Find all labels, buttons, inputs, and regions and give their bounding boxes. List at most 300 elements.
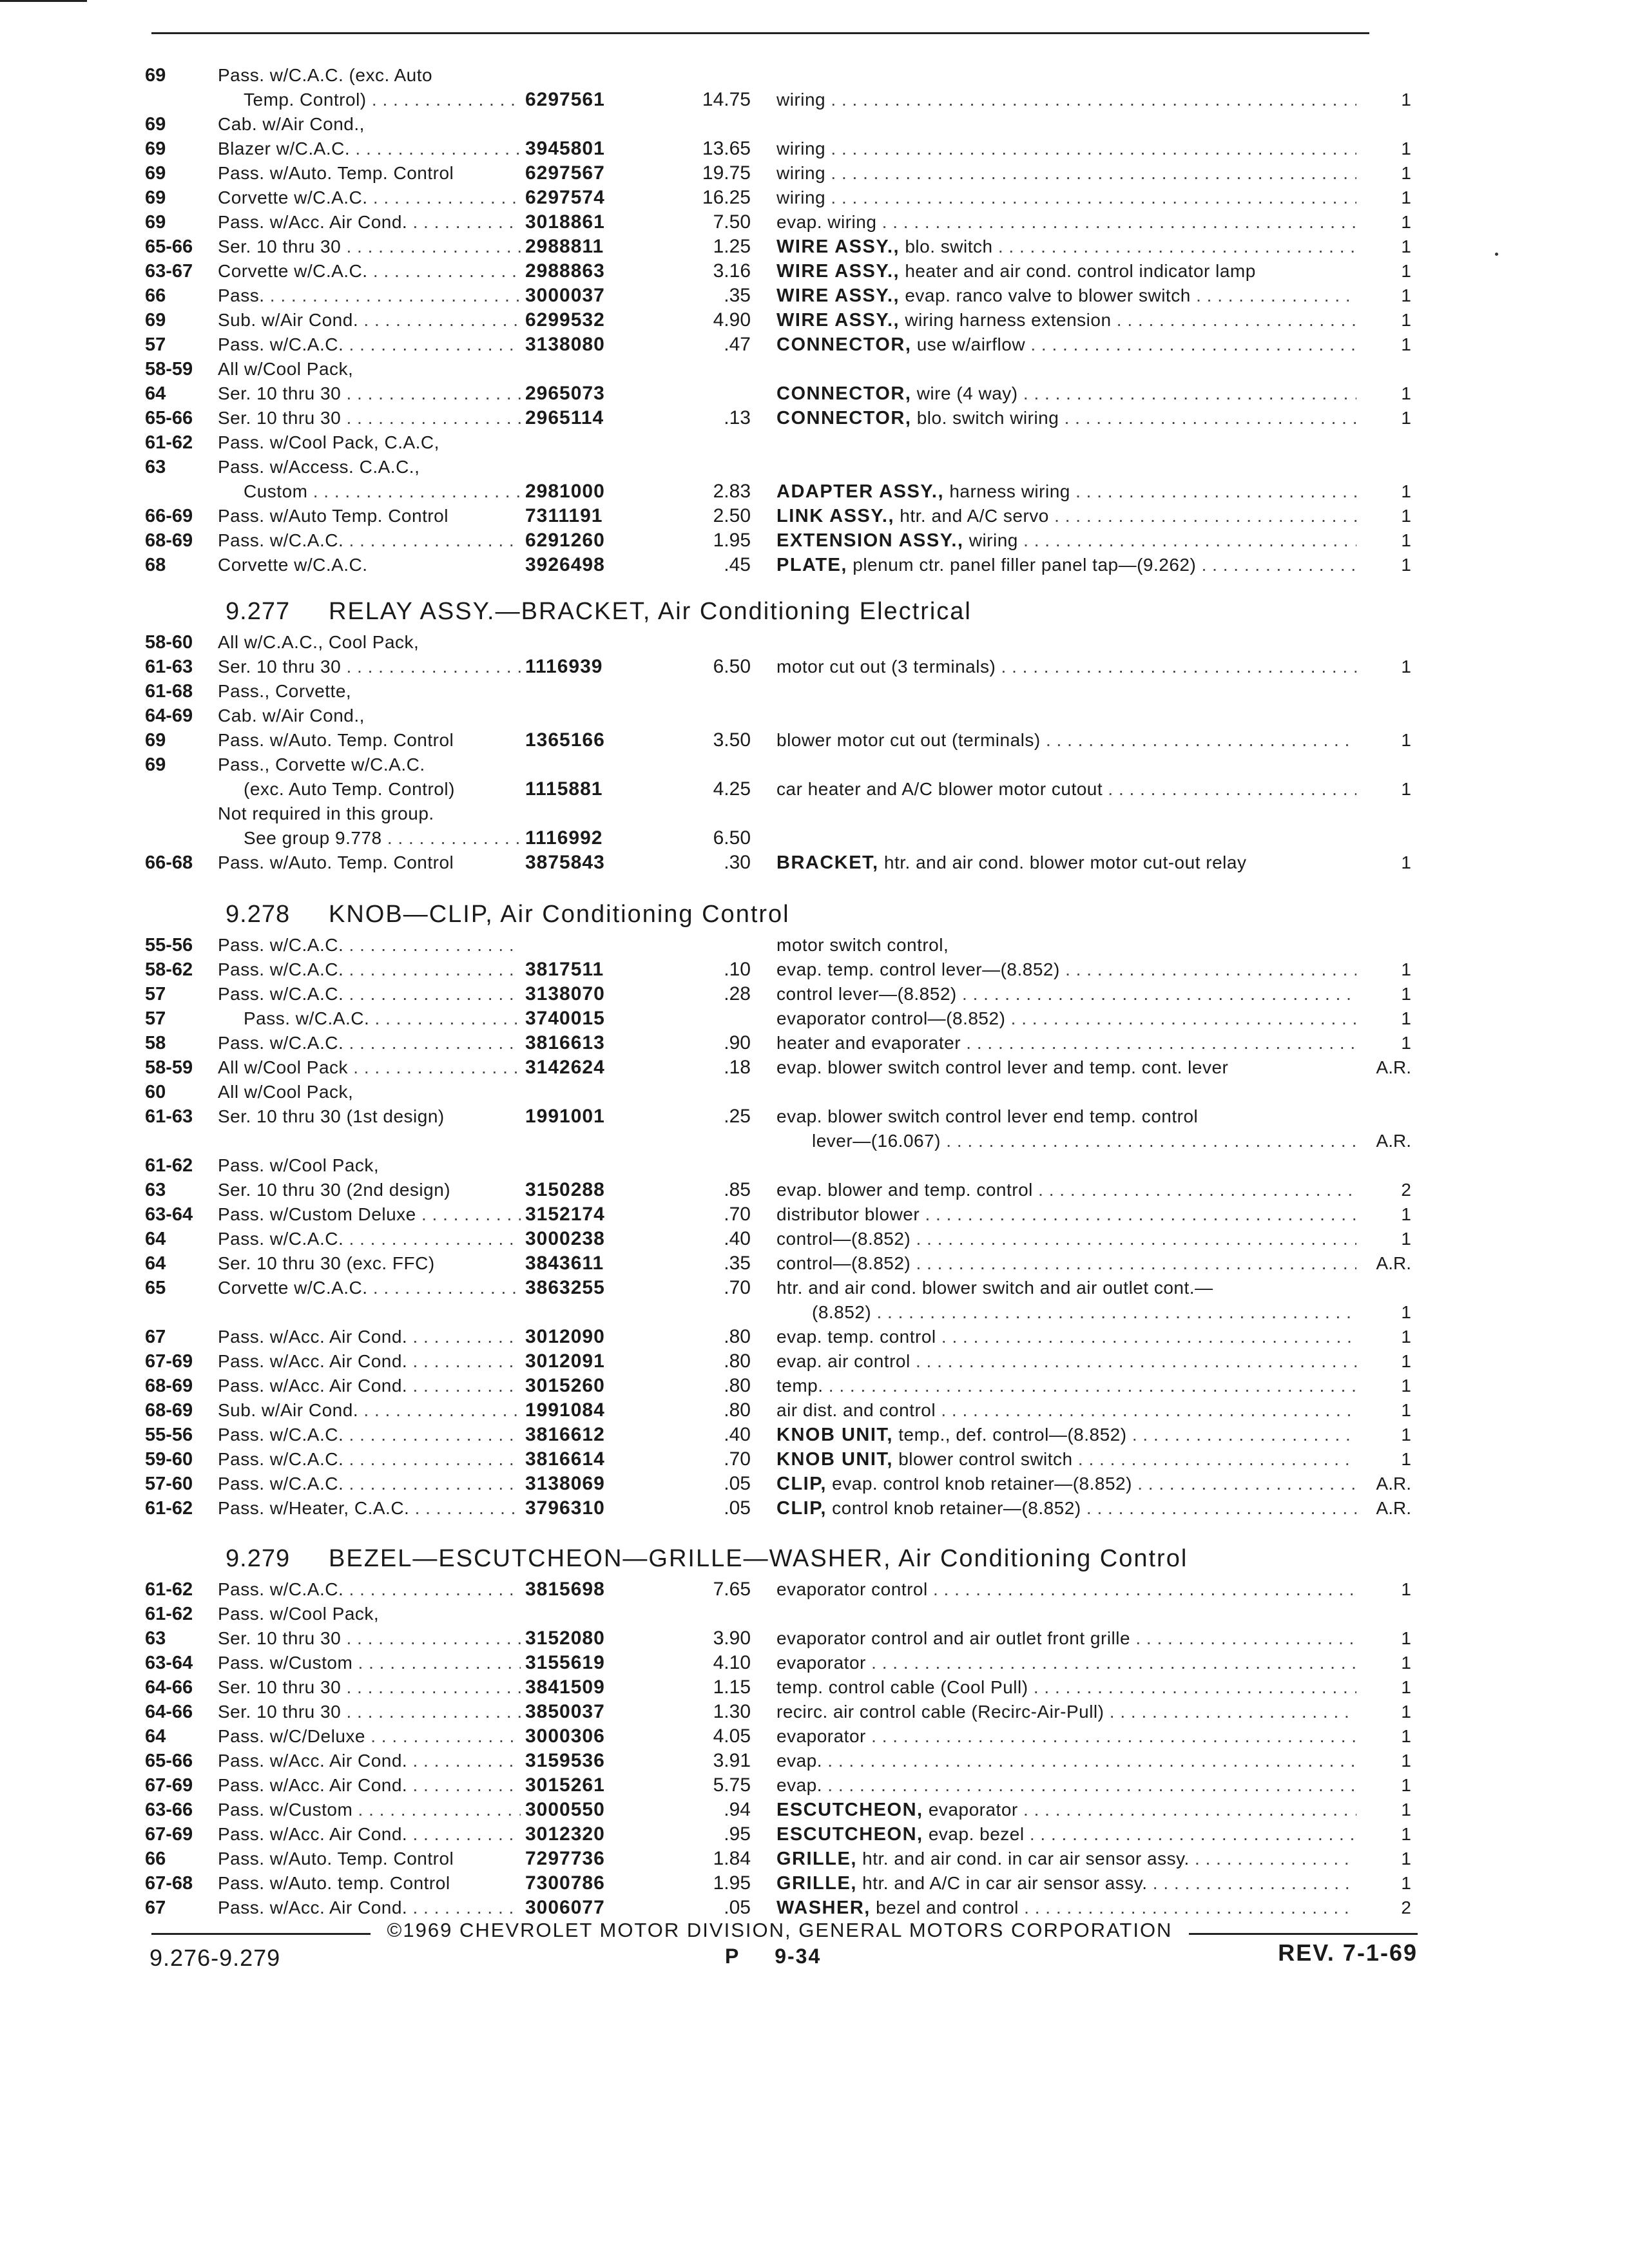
application-description: Corvette w/C.A.C.	[218, 555, 368, 575]
parts-row	[0, 308, 1629, 332]
part-number: 1115881	[525, 778, 603, 800]
model-years: 67-69	[145, 1351, 193, 1372]
parts-row	[0, 1031, 1629, 1055]
part-number: 3012091	[525, 1350, 605, 1372]
part-name-detail: harness wiring	[949, 481, 1070, 501]
model-years: 64	[145, 1253, 166, 1274]
application-description: Cab. w/Air Cond.,	[218, 114, 365, 134]
list-price: 1.30	[713, 1701, 751, 1722]
part-name-detail: temp., def. control—(8.852)	[898, 1425, 1127, 1445]
quantity: 1	[1401, 1008, 1411, 1028]
model-years: 69	[145, 310, 166, 331]
part-number: 1365166	[525, 729, 605, 751]
parts-row	[0, 1773, 1629, 1798]
application-description: Pass. w/Cool Pack, C.A.C,	[218, 432, 439, 452]
application-description: All w/C.A.C., Cool Pack,	[218, 632, 419, 652]
parts-row	[0, 381, 1629, 406]
part-name	[776, 528, 1356, 553]
part-name	[776, 332, 1356, 357]
quantity: 1	[1401, 1628, 1411, 1648]
list-price: 2.50	[713, 505, 751, 526]
parts-row	[0, 1153, 1629, 1178]
part-name-keyword: LINK ASSY.,	[776, 506, 895, 526]
application-description: Pass. w/C.A.C. . . .	[218, 957, 521, 982]
part-name	[776, 1129, 1356, 1153]
part-name-detail: wiring	[776, 187, 826, 207]
list-price: .70	[724, 1448, 751, 1470]
part-number: 3150288	[525, 1179, 605, 1200]
model-years: 61-62	[145, 1498, 193, 1519]
part-name	[776, 479, 1356, 504]
section-number: 9.277	[226, 598, 291, 625]
parts-row	[0, 679, 1629, 704]
model-years: 61-63	[145, 657, 193, 677]
parts-row	[0, 1300, 1629, 1325]
model-years: 63-67	[145, 261, 193, 282]
parts-row	[0, 982, 1629, 1006]
quantity: 1	[1401, 1677, 1411, 1697]
part-name	[776, 1055, 1356, 1080]
part-name	[776, 1447, 1356, 1472]
parts-row	[0, 826, 1629, 850]
parts-row	[0, 753, 1629, 777]
parts-row	[0, 63, 1629, 88]
part-number: 3006077	[525, 1897, 605, 1918]
part-number: 1991001	[525, 1106, 605, 1127]
part-name-detail: wiring	[776, 163, 826, 183]
model-years: 67	[145, 1327, 166, 1347]
part-number: 2981000	[525, 481, 605, 502]
model-years: 65	[145, 1278, 166, 1298]
list-price: 6.50	[713, 656, 751, 677]
part-number: 3155619	[525, 1652, 605, 1673]
list-price: .70	[724, 1204, 751, 1225]
quantity: 1	[1401, 408, 1411, 428]
model-years: 57-60	[145, 1474, 193, 1494]
quantity: 1	[1401, 1653, 1411, 1673]
list-price: .30	[724, 852, 751, 873]
application-description: Pass. w/C.A.C. . . .	[218, 332, 521, 357]
part-name	[776, 1398, 1356, 1423]
part-name-keyword: WIRE ASSY.,	[776, 310, 900, 331]
part-name	[776, 1251, 1356, 1276]
parts-row	[0, 1626, 1629, 1651]
list-price: .13	[724, 407, 751, 428]
parts-row	[0, 455, 1629, 479]
section-title: BEZEL—ESCUTCHEON—GRILLE—WASHER, Air Conditioning Control	[329, 1545, 1188, 1572]
application-description: Pass. w/Access. C.A.C.,	[218, 457, 420, 477]
parts-row	[0, 528, 1629, 553]
list-price: .45	[724, 554, 751, 575]
quantity: 1	[1401, 555, 1411, 575]
part-name	[776, 1724, 1356, 1749]
list-price: 3.90	[713, 1628, 751, 1649]
list-price: 1.95	[713, 530, 751, 551]
parts-row	[0, 1423, 1629, 1447]
application-description: Pass. w/Acc. Air Cond. . . .	[218, 1325, 521, 1349]
list-price: 19.75	[702, 162, 751, 184]
part-name-detail: evaporator control and air outlet front grille	[776, 1628, 1131, 1648]
list-price: .95	[724, 1823, 751, 1845]
model-years: 60	[145, 1082, 166, 1102]
part-name	[776, 1749, 1356, 1773]
application-description: Pass. w/Acc. Air Cond. . . .	[218, 1896, 521, 1920]
part-name-keyword: CONNECTOR,	[776, 408, 912, 428]
parts-row	[0, 1496, 1629, 1521]
parts-row	[0, 1847, 1629, 1871]
part-name-detail: evaporator control	[776, 1579, 928, 1599]
parts-row	[0, 655, 1629, 679]
model-years: 58-60	[145, 632, 193, 653]
part-number: 3816612	[525, 1424, 605, 1445]
application-description: Pass. w/Acc. Air Cond. . . .	[218, 1773, 521, 1798]
footer-revision: REV. 7-1-69	[1278, 1939, 1418, 1966]
part-name	[776, 1626, 1356, 1651]
part-name-keyword: ADAPTER ASSY.,	[776, 481, 945, 502]
part-number: 3815698	[525, 1579, 605, 1600]
list-price: 4.25	[713, 778, 751, 800]
application-description: Pass. w/Custom . . .	[218, 1651, 521, 1675]
model-years: 65-66	[145, 236, 193, 257]
application-description: All w/Cool Pack,	[218, 359, 354, 379]
model-years: 64	[145, 1726, 166, 1747]
model-years: 63	[145, 1180, 166, 1200]
part-name-detail: evap. temp. control lever—(8.852)	[776, 959, 1060, 979]
list-price: 1.95	[713, 1872, 751, 1894]
parts-row	[0, 1251, 1629, 1276]
quantity: 1	[1401, 90, 1411, 110]
list-price: 3.16	[713, 260, 751, 282]
list-price: 6.50	[713, 827, 751, 849]
quantity: 1	[1401, 1425, 1411, 1445]
part-name-detail: htr. and air cond. blower motor cut-out relay	[883, 852, 1247, 872]
parts-row	[0, 1675, 1629, 1700]
part-name	[776, 88, 1356, 112]
model-years: 64	[145, 383, 166, 404]
model-years: 69	[145, 65, 166, 86]
model-years: 58-59	[145, 359, 193, 380]
part-name-detail: evaporator	[776, 1726, 866, 1746]
part-name-detail: control lever—(8.852)	[776, 984, 957, 1004]
quantity: 1	[1401, 1327, 1411, 1347]
application-description: Pass. w/C.A.C. . . .	[218, 1472, 521, 1496]
parts-row	[0, 430, 1629, 455]
part-name	[776, 655, 1356, 679]
part-name	[776, 1496, 1356, 1521]
model-years: 64-69	[145, 706, 193, 726]
list-price: .18	[724, 1057, 751, 1078]
list-price: .94	[724, 1799, 751, 1820]
section-title: KNOB—CLIP, Air Conditioning Control	[329, 901, 790, 928]
list-price: .80	[724, 1399, 751, 1421]
part-name-keyword: KNOB UNIT,	[776, 1425, 893, 1445]
application-description: Pass. w/C.A.C. . . .	[218, 1227, 521, 1251]
part-number: 3012090	[525, 1326, 605, 1347]
footer-group-range: 9.276-9.279	[149, 1945, 281, 1971]
application-description: Pass. w/C.A.C. . . .	[218, 1031, 521, 1055]
part-name-detail: evap.	[776, 1751, 822, 1771]
list-price: 14.75	[702, 89, 751, 110]
part-number: 3945801	[525, 138, 605, 159]
quantity: 1	[1401, 530, 1411, 550]
quantity: 1	[1401, 310, 1411, 330]
model-years: 63-64	[145, 1204, 193, 1225]
model-years: 61-62	[145, 432, 193, 453]
model-years: 68-69	[145, 1400, 193, 1421]
parts-row	[0, 137, 1629, 161]
application-description: Pass. w/Auto. Temp. Control	[218, 852, 454, 872]
list-price: .05	[724, 1473, 751, 1494]
list-price: 1.25	[713, 236, 751, 257]
section-9-276-continued	[0, 63, 1629, 577]
part-name-detail: evaporator control—(8.852)	[776, 1008, 1006, 1028]
model-years: 57	[145, 984, 166, 1004]
model-years: 68-69	[145, 530, 193, 551]
part-name-keyword: GRILLE,	[776, 1873, 857, 1894]
part-name-detail: blower control switch	[898, 1449, 1073, 1469]
model-years: 61-62	[145, 1155, 193, 1176]
list-price: 3.50	[713, 729, 751, 751]
part-name-detail: use w/airflow	[916, 334, 1026, 354]
parts-row	[0, 1227, 1629, 1251]
part-name-detail: evap. wiring	[776, 212, 877, 232]
part-name-detail: evap. air control	[776, 1351, 911, 1371]
part-name-detail: blower motor cut out (terminals)	[776, 730, 1041, 750]
part-name-keyword: CLIP,	[776, 1474, 827, 1494]
application-description: Pass., Corvette w/C.A.C.	[218, 754, 425, 774]
model-years: 57	[145, 1008, 166, 1029]
parts-row	[0, 88, 1629, 112]
quantity: 1	[1401, 285, 1411, 305]
part-number: 3015260	[525, 1375, 605, 1396]
application-description: Pass. w/Auto. Temp. Control	[218, 163, 454, 183]
part-name-keyword: CLIP,	[776, 1498, 827, 1519]
part-number: 3850037	[525, 1701, 605, 1722]
list-price: .05	[724, 1497, 751, 1519]
application-description: Pass. w/C.A.C. . . .	[218, 933, 521, 957]
parts-row	[0, 235, 1629, 259]
quantity: 1	[1401, 383, 1411, 403]
section-number: 9.278	[226, 901, 291, 928]
quantity: 1	[1401, 261, 1411, 281]
part-number: 1116939	[525, 656, 603, 677]
footer-rule-right	[1189, 1933, 1418, 1935]
part-number: 3018861	[525, 211, 605, 233]
quantity: A.R.	[1376, 1253, 1411, 1273]
application-description: Ser. 10 thru 30 . . .	[218, 406, 521, 430]
part-name-keyword: CONNECTOR,	[776, 334, 912, 355]
list-price: 5.75	[713, 1774, 751, 1796]
parts-row	[0, 259, 1629, 284]
application-description: Pass. w/Cool Pack,	[218, 1604, 380, 1624]
application-description: Pass. w/C.A.C. . . .	[218, 982, 521, 1006]
quantity: 1	[1401, 1726, 1411, 1746]
part-name-detail: evap. ranco valve to blower switch	[905, 285, 1191, 305]
quantity: 1	[1401, 959, 1411, 979]
parts-row	[0, 161, 1629, 186]
quantity: 1	[1401, 1751, 1411, 1771]
corner-mark	[0, 0, 87, 2]
part-number: 6297574	[525, 187, 605, 208]
part-number: 1991084	[525, 1399, 605, 1421]
part-number: 3138080	[525, 334, 605, 355]
part-name	[776, 728, 1356, 753]
application-description: Pass. w/C.A.C. (exc. Auto	[218, 65, 433, 85]
part-name-detail: evap. blower switch control lever and temp. cont. lever	[776, 1057, 1229, 1077]
part-number: 3875843	[525, 852, 605, 873]
list-price: .80	[724, 1375, 751, 1396]
part-number: 3000306	[525, 1725, 605, 1747]
model-years: 69	[145, 212, 166, 233]
part-name	[776, 1773, 1356, 1798]
quantity: 1	[1401, 1873, 1411, 1893]
application-description: Pass. w/C.A.C. . . .	[218, 1447, 521, 1472]
quantity: 1	[1401, 236, 1411, 256]
quantity: 1	[1401, 657, 1411, 677]
part-name-keyword: PLATE,	[776, 555, 847, 575]
part-name	[776, 933, 1356, 957]
parts-row	[0, 1080, 1629, 1104]
quantity: A.R.	[1376, 1498, 1411, 1518]
part-name	[776, 1577, 1356, 1602]
application-description: All w/Cool Pack,	[218, 1082, 354, 1102]
model-years: 65-66	[145, 408, 193, 428]
quantity: 1	[1401, 1449, 1411, 1469]
parts-row	[0, 1349, 1629, 1374]
part-number: 3843611	[525, 1253, 604, 1274]
quantity: 1	[1401, 1800, 1411, 1820]
part-name-detail: car heater and A/C blower motor cutout	[776, 779, 1103, 799]
part-name	[776, 1325, 1356, 1349]
part-name-detail: wiring	[776, 139, 826, 159]
part-name-detail: evap. blower switch control lever end temp. control	[776, 1106, 1199, 1126]
part-name	[776, 1798, 1356, 1822]
list-price: .80	[724, 1350, 751, 1372]
application-description: Pass. w/Heater, C.A.C. . . .	[218, 1496, 521, 1521]
part-name-detail: wiring harness extension	[905, 310, 1112, 330]
quantity: A.R.	[1376, 1131, 1411, 1151]
application-description: Blazer w/C.A.C. . . .	[218, 137, 521, 161]
part-name	[776, 1423, 1356, 1447]
application-description: Pass. w/C/Deluxe . . .	[218, 1724, 521, 1749]
part-number: 3138069	[525, 1473, 605, 1494]
part-number: 3138070	[525, 983, 605, 1004]
list-price: 4.10	[713, 1652, 751, 1673]
quantity: 1	[1401, 481, 1411, 501]
parts-row	[0, 210, 1629, 235]
part-name-detail: motor switch control,	[776, 935, 949, 955]
footer-page-number: P 9-34	[725, 1945, 822, 1968]
list-price: .25	[724, 1106, 751, 1127]
application-description: Temp. Control) . . .	[218, 88, 521, 112]
model-years: 59-60	[145, 1449, 193, 1470]
application-description: Pass. w/Auto Temp. Control	[218, 506, 448, 526]
parts-row	[0, 1178, 1629, 1202]
part-name	[776, 1006, 1356, 1031]
part-name-keyword: ESCUTCHEON,	[776, 1824, 923, 1845]
model-years: 58-59	[145, 1057, 193, 1078]
application-description: Pass. w/Acc. Air Cond. . . .	[218, 210, 521, 235]
application-description: Corvette w/C.A.C. . . .	[218, 259, 521, 284]
quantity: 1	[1401, 984, 1411, 1004]
application-description: Pass. w/Acc. Air Cond. . . .	[218, 1374, 521, 1398]
parts-row	[0, 1896, 1629, 1920]
section-heading	[0, 896, 1629, 933]
quantity: 1	[1401, 1400, 1411, 1420]
part-number: 3015261	[525, 1774, 605, 1796]
part-name	[776, 1202, 1356, 1227]
part-number: 3152174	[525, 1204, 605, 1225]
parts-row	[0, 1798, 1629, 1822]
list-price: .80	[724, 1326, 751, 1347]
application-description: Cab. w/Air Cond.,	[218, 706, 365, 726]
parts-row	[0, 1129, 1629, 1153]
part-number: 1116992	[525, 827, 603, 849]
part-name-detail: distributor blower	[776, 1204, 920, 1224]
list-price: 2.83	[713, 481, 751, 502]
list-price: .28	[724, 983, 751, 1004]
parts-row	[0, 479, 1629, 504]
part-number: 3796310	[525, 1497, 605, 1519]
part-number: 6291260	[525, 530, 605, 551]
application-description: Pass. w/Acc. Air Cond. . . .	[218, 1349, 521, 1374]
part-name-detail: temp. control cable (Cool Pull)	[776, 1677, 1028, 1697]
part-name-detail: control knob retainer—(8.852)	[832, 1498, 1081, 1518]
part-number: 7300786	[525, 1872, 605, 1894]
parts-row	[0, 1006, 1629, 1031]
quantity: 1	[1401, 187, 1411, 207]
parts-row	[0, 406, 1629, 430]
model-years: 69	[145, 730, 166, 751]
model-years: 63	[145, 457, 166, 477]
quantity: 1	[1401, 1376, 1411, 1396]
part-name	[776, 777, 1356, 802]
model-years: 69	[145, 139, 166, 159]
part-number: 3816614	[525, 1448, 605, 1470]
section-number: 9.279	[226, 1545, 291, 1572]
part-name-detail: evap. control knob retainer—(8.852)	[832, 1474, 1132, 1494]
part-name-detail: heater and evaporater	[776, 1033, 961, 1053]
parts-row	[0, 1202, 1629, 1227]
quantity: 1	[1401, 1302, 1411, 1322]
part-name	[776, 1178, 1356, 1202]
list-price: 3.91	[713, 1750, 751, 1771]
part-name-keyword: ESCUTCHEON,	[776, 1800, 923, 1820]
parts-row	[0, 112, 1629, 137]
model-years: 67-69	[145, 1824, 193, 1845]
application-description: Ser. 10 thru 30 . . .	[218, 1675, 521, 1700]
section-title: RELAY ASSY.—BRACKET, Air Conditioning Electrical	[329, 598, 972, 625]
model-years: 68	[145, 555, 166, 575]
quantity: 1	[1401, 139, 1411, 159]
part-name	[776, 1700, 1356, 1724]
application-description: Ser. 10 thru 30 (1st design)	[218, 1106, 445, 1126]
parts-row	[0, 802, 1629, 826]
parts-row	[0, 553, 1629, 577]
part-name	[776, 1822, 1356, 1847]
part-name	[776, 553, 1356, 577]
part-name	[776, 1896, 1356, 1920]
quantity: 2	[1401, 1898, 1411, 1917]
model-years: 58-62	[145, 959, 193, 980]
part-name-detail: evaporator	[776, 1653, 866, 1673]
application-description: Pass. w/Acc. Air Cond. . . .	[218, 1822, 521, 1847]
application-description: Ser. 10 thru 30 . . .	[218, 381, 521, 406]
application-description: Pass., Corvette,	[218, 681, 352, 701]
part-name-keyword: CONNECTOR,	[776, 383, 912, 404]
part-name-detail: recirc. air control cable (Recirc-Air-Pull)	[776, 1702, 1104, 1722]
parts-row	[0, 1602, 1629, 1626]
